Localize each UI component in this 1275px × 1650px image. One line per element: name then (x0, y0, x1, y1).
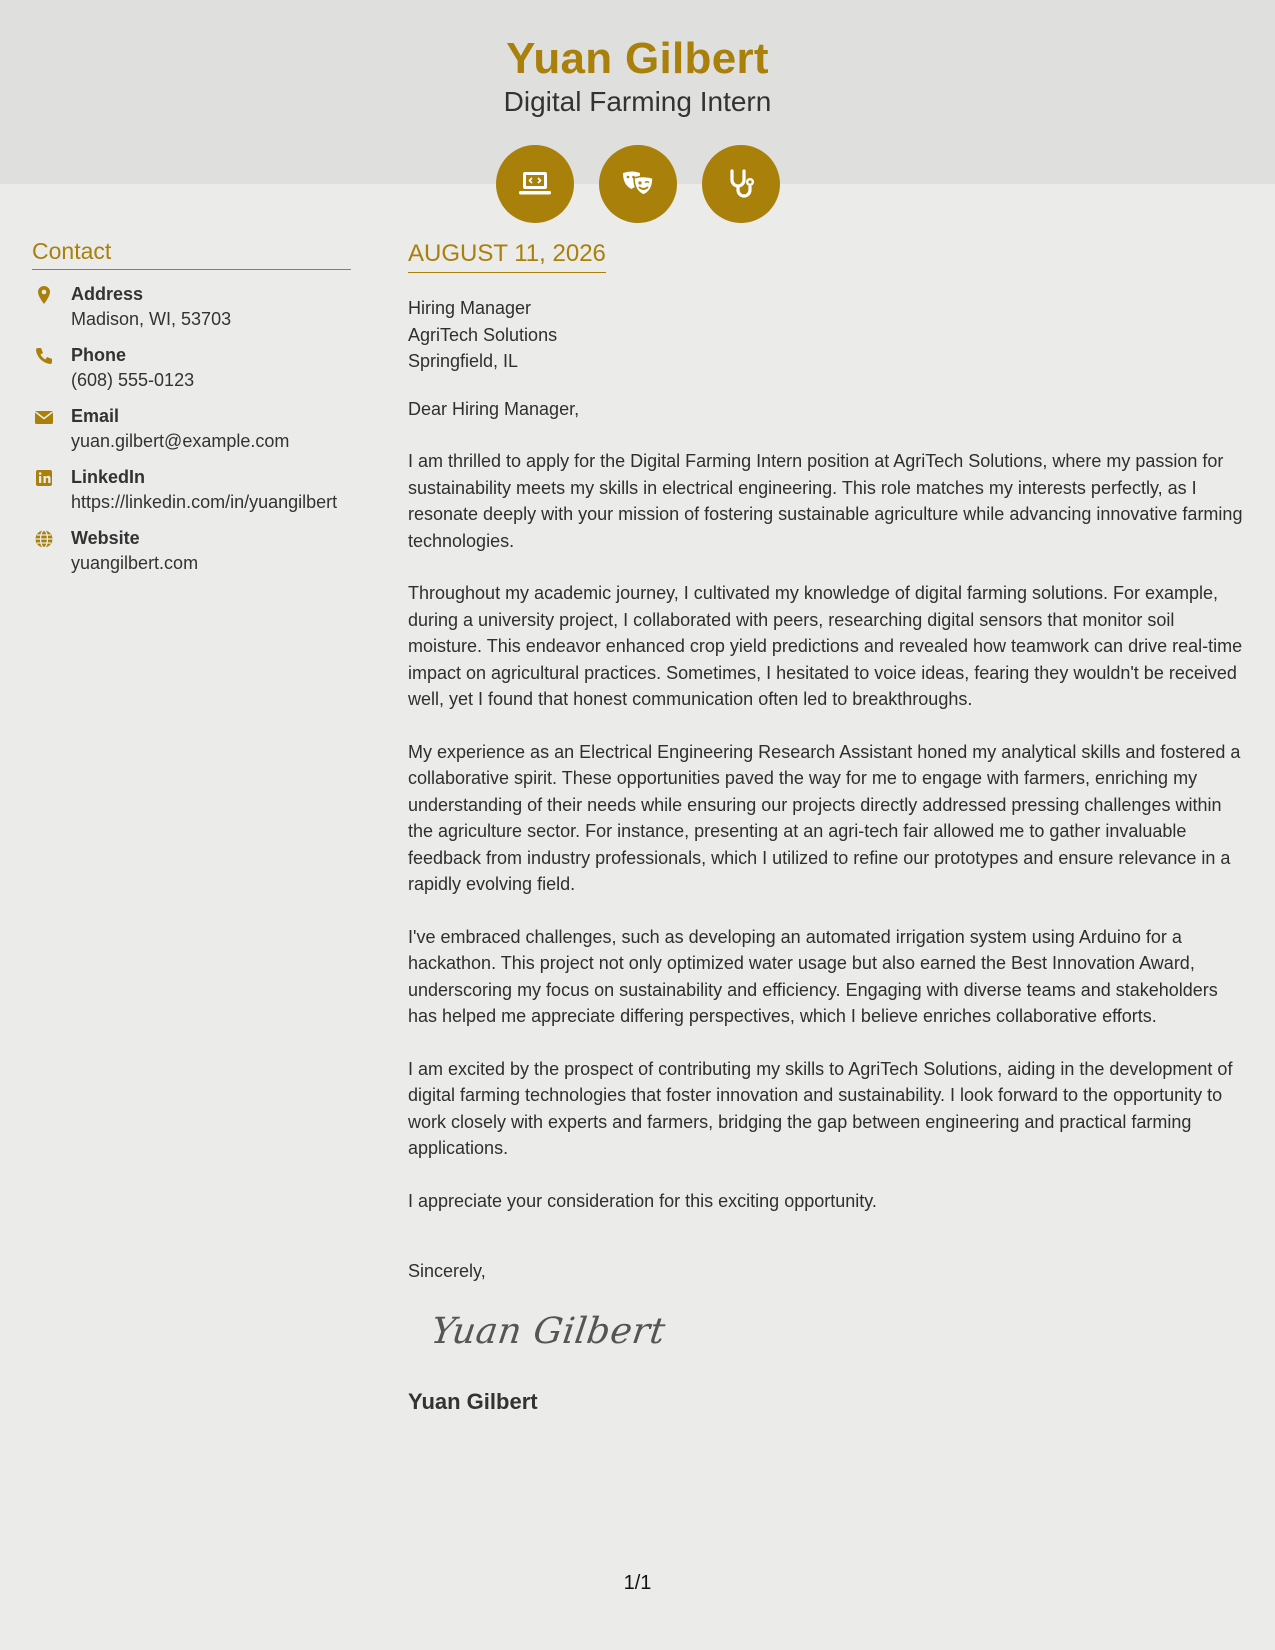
email-value[interactable]: yuan.gilbert@example.com (71, 431, 290, 451)
laptop-code-icon (496, 145, 574, 223)
handwritten-signature: Yuan Gilbert (428, 1310, 668, 1352)
recipient-block (408, 295, 1246, 375)
contact-item-linkedin (32, 465, 351, 515)
linkedin-value[interactable]: https://linkedin.com/in/yuangilbert (71, 492, 338, 512)
job-title: Digital Farming Intern (503, 86, 772, 117)
theater-masks-icon (599, 145, 677, 223)
address-value: Madison, WI, 53703 (71, 309, 232, 329)
contact-item-website (32, 526, 351, 576)
contact-label: Website (71, 528, 140, 548)
stethoscope-icon (702, 145, 780, 223)
envelope-icon (34, 407, 54, 427)
letter-paragraph: My experience as an Electrical Engineering Research Assistant honed my analytical skills and fostered a collaborative spirit. These opportunities paved the way for me to engage with farmers, enriching my understanding of their needs while ensuring our projects directly addressed pressing challenges within the agriculture sector. For instance, presenting at an agri-tech fair allowed me to gather invaluable feedback from industry professionals, which I utilized to refine our prototypes and ensure relevance in a rapidly evolving field. (408, 741, 1241, 894)
letter-paragraph: Throughout my academic journey, I cultivated my knowledge of digital farming solutions. For example, during a university project, I collaborated with peers, researching digital sensors that monitor soil moisture. This endeavor enhanced crop yield predictions and revealed how teamwork can drive real-time impact on agricultural practices. Sometimes, I hesitated to voice ideas, fearing they wouldn't be received well, yet I found that honest communication often led to breakthroughs. (408, 583, 1243, 709)
letter-body (408, 240, 1246, 1415)
website-value[interactable]: yuangilbert.com (71, 553, 199, 573)
letter-paragraph: I've embraced challenges, such as developing an automated irrigation system using Arduino for a hackathon. This project not only optimized water usage but also earned the Best Innovation Award, underscoring my focus on sustainability and efficiency. Engaging with diverse teams and stakeholders has helped me appreciate differing perspectives, which I believe enriches collaborative efforts. (408, 926, 1218, 1026)
globe-icon (34, 529, 54, 549)
applicant-name: Yuan Gilbert (506, 34, 769, 83)
linkedin-icon (34, 468, 54, 488)
page-number: 1/1 (623, 1572, 652, 1594)
contact-item-email (32, 404, 351, 454)
closing: Sincerely, (408, 1261, 486, 1281)
recipient-line: Springfield, IL (408, 351, 519, 371)
contact-label: LinkedIn (71, 467, 146, 487)
contact-sidebar (32, 238, 351, 587)
letter-paragraph: I am excited by the prospect of contributing my skills to AgriTech Solutions, aiding in the development of digital farming technologies that foster innovation and sustainability. I look forward to the opportunity to work closely with experts and farmers, bridging the gap between engineering and practical farming applications. (408, 1058, 1233, 1158)
contact-item-address (32, 282, 351, 332)
phone-value: (608) 555-0123 (71, 370, 195, 390)
map-pin-icon (34, 285, 54, 305)
signer-name: Yuan Gilbert (408, 1388, 538, 1414)
contact-item-phone (32, 343, 351, 393)
contact-list (32, 282, 351, 576)
contact-label: Address (71, 284, 144, 304)
letter-paragraph: I appreciate your consideration for this exciting opportunity. (408, 1190, 877, 1211)
letter-paragraph: I am thrilled to apply for the Digital Farming Intern position at AgriTech Solutions, where my passion for sustainability meets my skills in electrical engineering. This role matches my interests perfectly, as I resonate deeply with your mission of fostering sustainable agriculture while advancing innovative farming technologies. (408, 451, 1243, 551)
recipient-line: Hiring Manager (408, 298, 532, 318)
interest-icons (0, 145, 1275, 223)
contact-label: Phone (71, 345, 127, 365)
phone-icon (34, 346, 54, 366)
recipient-line: AgriTech Solutions (408, 324, 558, 345)
contact-label: Email (71, 406, 120, 426)
letter-date: AUGUST 11, 2026 (408, 240, 606, 273)
salutation: Dear Hiring Manager, (408, 398, 580, 419)
contact-section-title: Contact (32, 238, 351, 270)
